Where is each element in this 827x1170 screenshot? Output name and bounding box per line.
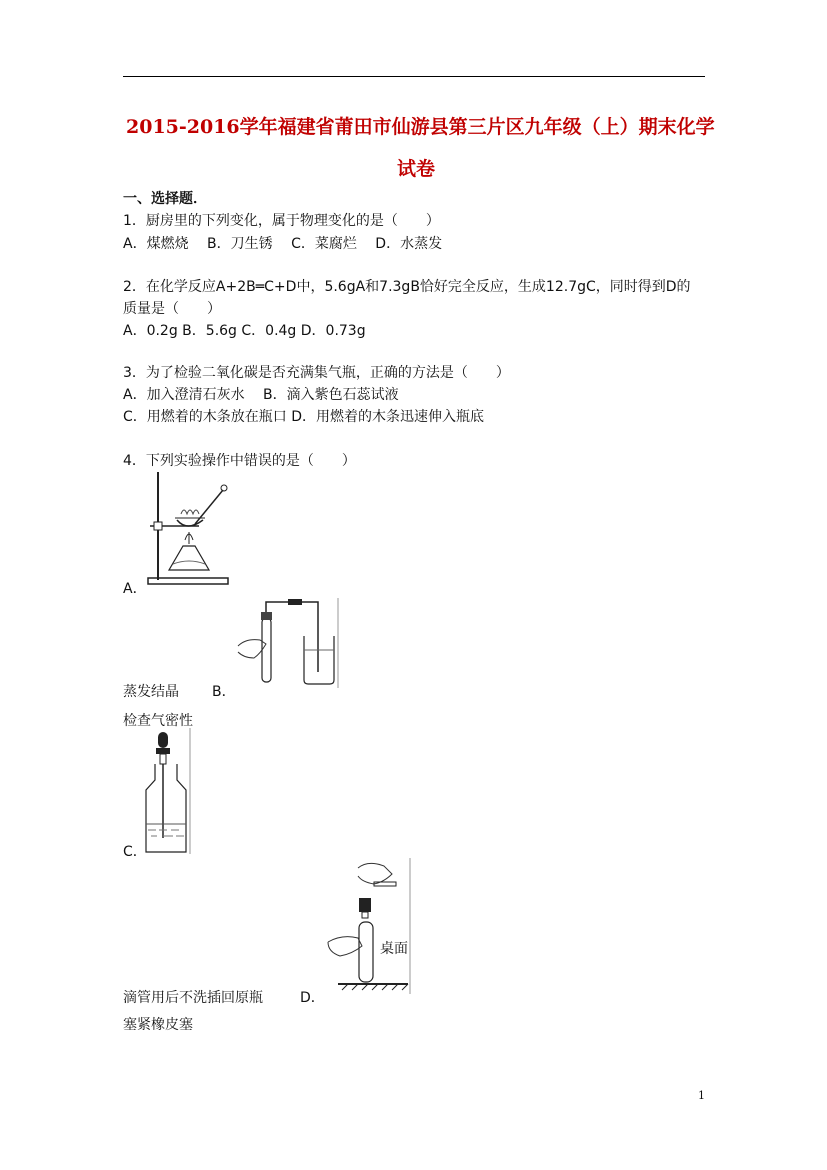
- figure-a-evaporation: [143, 470, 235, 588]
- figure-d-stopper-tube: [322, 858, 414, 996]
- figure-b-airtightness: [234, 598, 340, 688]
- q3-options-cd: C．用燃着的木条放在瓶口 D．用燃着的木条迅速伸入瓶底: [123, 409, 485, 425]
- q4-option-d-letter: D．: [300, 990, 325, 1006]
- figure-d-desk-label: 桌面: [380, 941, 408, 957]
- q1-stem: 1．厨房里的下列变化，属于物理变化的是（ ）: [123, 213, 440, 229]
- q4-option-a-caption: 蒸发结晶: [123, 684, 179, 700]
- q4-option-b-caption: 检查气密性: [123, 713, 193, 729]
- q2-stem-cont: 质量是（ ）: [123, 301, 221, 317]
- q1-options: A．煤燃烧 B．刀生锈 C．菜腐烂 D．水蒸发: [123, 236, 443, 252]
- q4-option-a-letter: A．: [123, 581, 147, 597]
- header-rule: [123, 76, 705, 77]
- q4-option-c-caption: 滴管用后不洗插回原瓶: [123, 990, 263, 1006]
- q2-options: A．0.2g B．5.6g C．0.4g D．0.73g: [123, 323, 366, 339]
- figure-c-dropper-bottle: [143, 728, 193, 854]
- doc-title-line1: 2015-2016学年福建省莆田市仙游县第三片区九年级（上）期末化学: [126, 116, 715, 138]
- section-heading: 一、选择题．: [123, 191, 207, 207]
- q4-stem: 4．下列实验操作中错误的是（ ）: [123, 453, 356, 469]
- q4-option-b-letter: B．: [212, 684, 236, 700]
- q4-option-c-letter: C．: [123, 844, 147, 860]
- q4-option-d-caption: 塞紧橡皮塞: [123, 1017, 193, 1033]
- page-number: 1: [698, 1089, 705, 1102]
- q2-stem: 2．在化学反应A+2B═C+D中，5.6gA和7.3gB恰好完全反应，生成12.7gC，同时得到D的: [123, 279, 691, 295]
- q3-options-ab: A．加入澄清石灰水 B．滴入紫色石蕊试液: [123, 387, 399, 403]
- doc-title-line2: 试卷: [397, 158, 436, 180]
- q3-stem: 3．为了检验二氧化碳是否充满集气瓶，正确的方法是（ ）: [123, 365, 510, 381]
